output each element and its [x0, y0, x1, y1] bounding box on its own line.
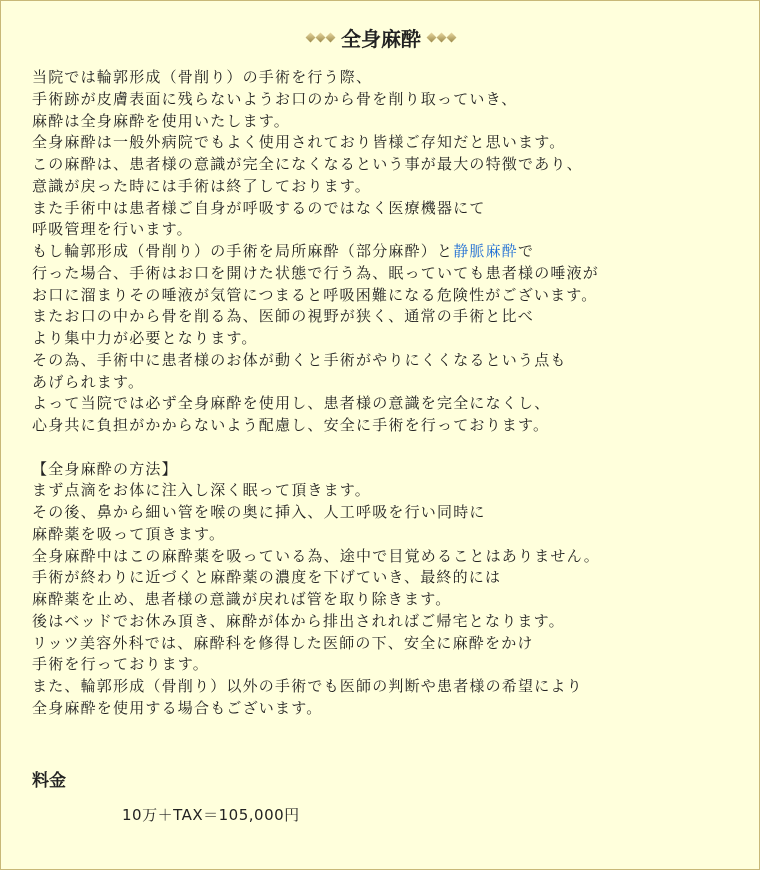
text-line-with-link — [32, 241, 600, 263]
article-body — [32, 67, 600, 720]
text-line: より集中力が必要となります。 — [32, 329, 258, 347]
text-line: あげられます。 — [32, 372, 145, 391]
text-line: 後はベッドでお休み頂き、麻酔が体から排出されればご帰宅となります。 — [32, 611, 565, 630]
fee-heading: 料金 — [32, 771, 66, 791]
spacer — [32, 437, 600, 459]
diamond-ornament-right-icon — [427, 34, 456, 41]
fee-value: 10万＋TAX＝105,000円 — [122, 806, 300, 824]
text-line: またお口の中から骨を削る為、医師の視野が狭く、通常の手術と比べ — [32, 307, 534, 326]
intravenous-anesthesia-link[interactable]: 静脈麻酔 — [453, 242, 519, 260]
title-row — [1, 23, 760, 52]
text-line: 手術跡が皮膚表面に残らないようお口のから骨を削り取っていき、 — [32, 89, 518, 108]
text-line: 麻酔は全身麻酔を使用いたします。 — [32, 111, 291, 130]
text-line: この麻酔は、患者様の意識が完全になくなるという事が最大の特徴であり、 — [32, 155, 583, 173]
text-line: 呼吸管理を行います。 — [32, 220, 193, 239]
text-line: また、輪郭形成（骨削り）以外の手術でも医師の判断や患者様の希望により — [32, 677, 583, 695]
text-line: また手術中は患者様ご自身が呼吸するのではなく医療機器にて — [32, 198, 486, 217]
method-heading: 【全身麻酔の方法】 — [32, 459, 178, 478]
text-line: リッツ美容外科では、麻酔科を修得した医師の下、安全に麻酔をかけ — [32, 633, 534, 652]
text-line: 手術が終わりに近づくと麻酔薬の濃度を下げていき、最終的には — [32, 568, 502, 587]
text-line: その後、鼻から細い管を喉の奥に挿入、人工呼吸を行い同時に — [32, 503, 486, 521]
text-segment: で — [518, 242, 535, 260]
text-line: 意識が戻った時には手術は終了しております。 — [32, 176, 372, 195]
text-segment: もし輪郭形成（骨削り）の手術を局所麻酔（部分麻酔）と — [32, 242, 454, 260]
text-line: よって当院では必ず全身麻酔を使用し、患者様の意識を完全になくし、 — [32, 394, 551, 413]
diamond-ornament-left-icon — [306, 34, 335, 41]
text-line: 麻酔薬を止め、患者様の意識が戻れば管を取り除きます。 — [32, 590, 452, 608]
text-line: お口に溜まりその唾液が気管につまると呼吸困難になる危険性がございます。 — [32, 285, 598, 304]
text-line: 行った場合、手術はお口を開けた状態で行う為、眠っていても患者様の唾液が — [32, 263, 600, 282]
text-line: 当院では輪郭形成（骨削り）の手術を行う際、 — [32, 68, 373, 86]
page-title: 全身麻酔 — [341, 27, 421, 51]
text-line: 麻酔薬を吸って頂きます。 — [32, 524, 226, 543]
text-line: その為、手術中に患者様のお体が動くと手術がやりにくくなるという点も — [32, 350, 567, 369]
text-line: まず点滴をお体に注入し深く眠って頂きます。 — [32, 481, 372, 500]
text-line: 全身麻酔は一般外病院でもよく使用されており皆様ご存知だと思います。 — [32, 133, 566, 152]
text-line: 全身麻酔を使用する場合もございます。 — [32, 698, 323, 717]
text-line: 心身共に負担がかからないよう配慮し、安全に手術を行っております。 — [32, 416, 550, 434]
text-line: 全身麻酔中はこの麻酔薬を吸っている為、途中で目覚めることはありません。 — [32, 546, 600, 565]
text-line: 手術を行っております。 — [32, 655, 210, 674]
